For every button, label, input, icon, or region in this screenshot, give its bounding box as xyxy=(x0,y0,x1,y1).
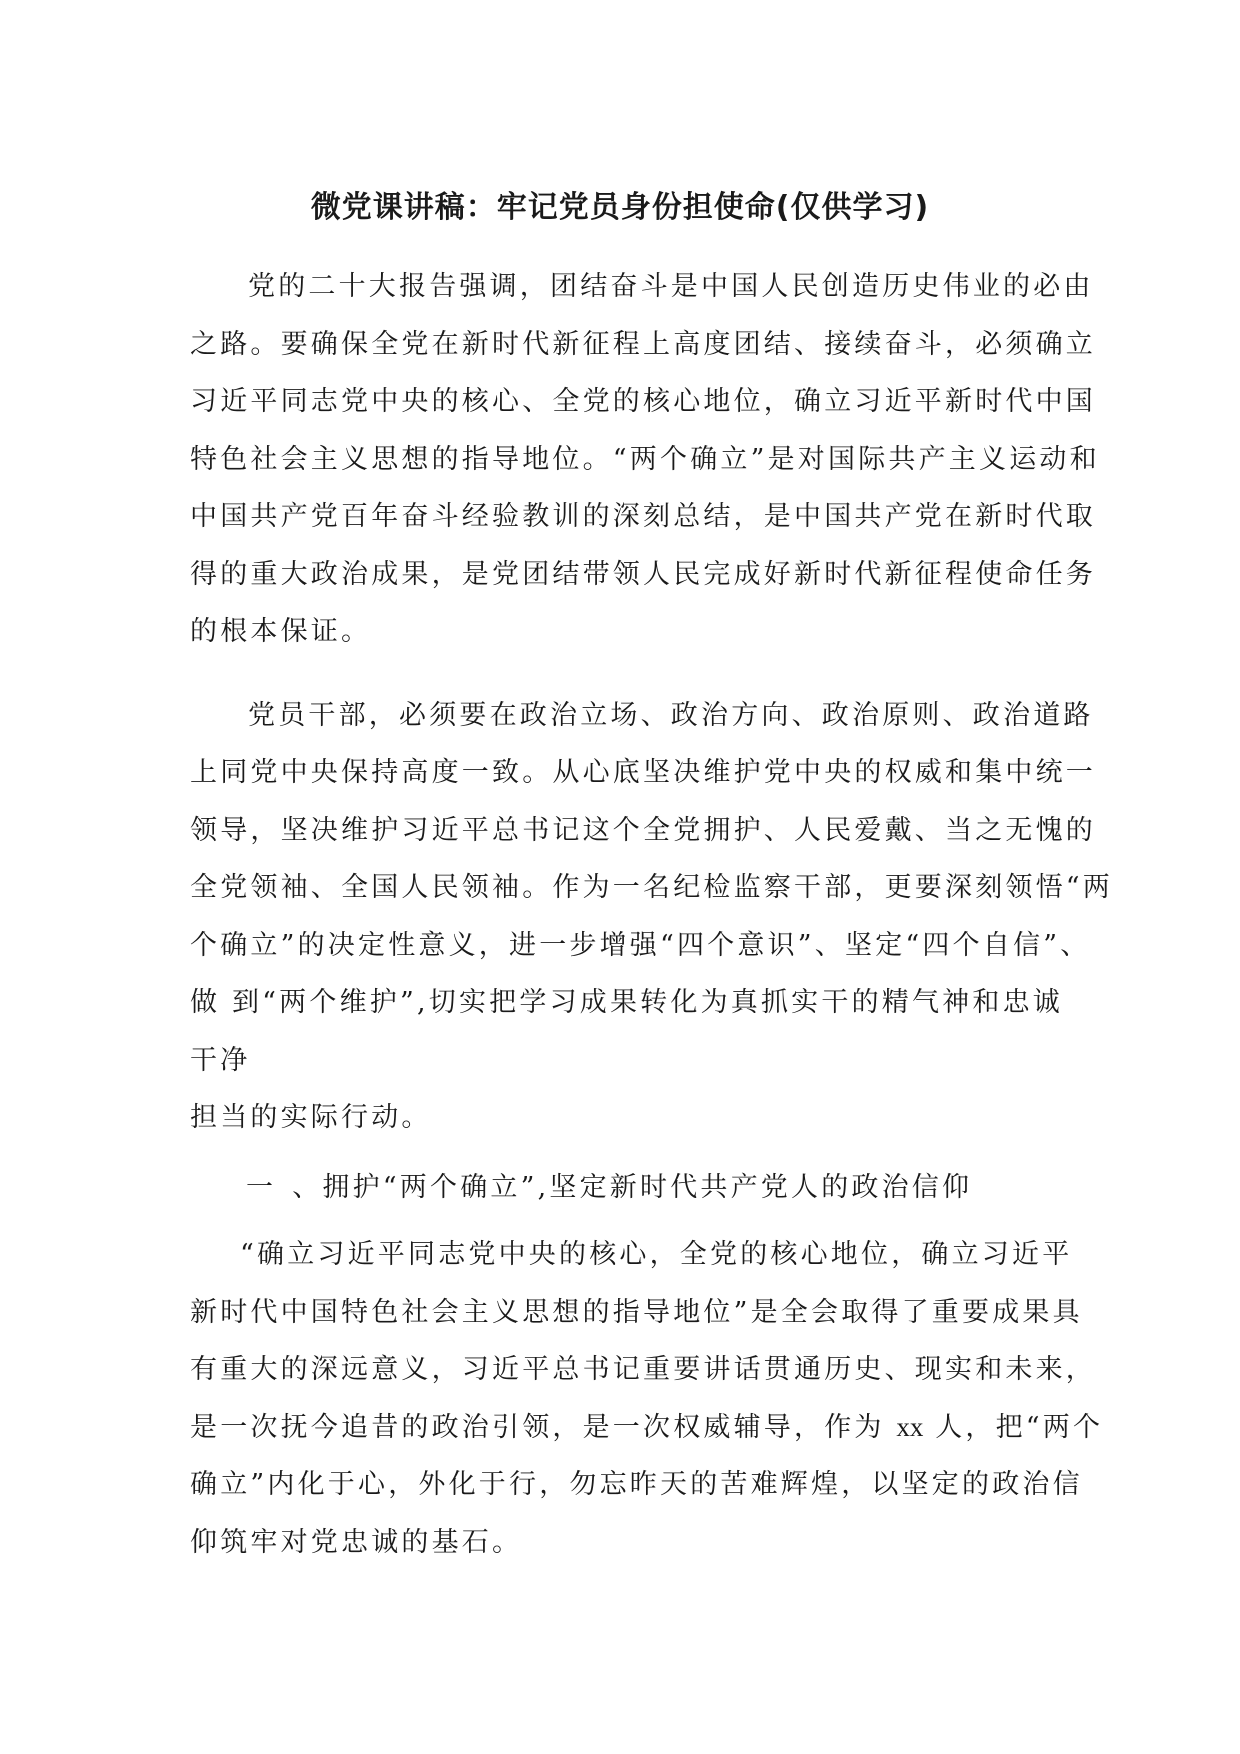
paragraph-3-latin-text: xx xyxy=(896,1411,924,1442)
paragraph-2-line: 上同党中央保持高度一致。从心底坚决维护党中央的权威和集中统一 xyxy=(190,757,1096,788)
paragraph-2-line: 个确立”的决定性意义，进一步增强“四个意识”、坚定“四个自信”、 xyxy=(190,929,1091,961)
paragraph-3 xyxy=(190,1226,1104,1571)
paragraph-2-line: 领导，坚决维护习近平总书记这个全党拥护、人民爱戴、当之无愧的 xyxy=(190,814,1096,846)
paragraph-1-line: 中国共产党百年奋斗经验教训的深刻总结，是中国共产党在新时代取 xyxy=(190,501,1096,532)
section-heading-number: 一 xyxy=(246,1171,277,1203)
paragraph-2-line: 担当的实际行动。 xyxy=(190,1102,432,1133)
paragraph-3-text: 是一次抚今追昔的政治引领，是一次权威辅导，作为 xyxy=(190,1411,885,1443)
paragraph-1-line: 习近平同志党中央的核心、全党的核心地位，确立习近平新时代中国 xyxy=(190,386,1096,417)
document-title: 微党课讲稿：牢记党员身份担使命(仅供学习) xyxy=(310,190,930,225)
paragraph-3-line: 仰筑牢对党忠诚的基石。 xyxy=(190,1526,523,1558)
section-heading-text: 、拥护“两个确立”,坚定新时代共产党人的政治信仰 xyxy=(292,1171,973,1203)
paragraph-1-line: 的根本保证。 xyxy=(190,616,372,647)
paragraph-3-line: 有重大的深远意义，习近平总书记重要讲话贯通历史、现实和未来， xyxy=(190,1354,1096,1385)
paragraph-2-line: 党员干部，必须要在政治立场、政治方向、政治原则、政治道路 xyxy=(248,699,1094,731)
paragraph-2 xyxy=(190,687,1114,1147)
paragraph-3-line: “确立习近平同志党中央的核心，全党的核心地位，确立习近平 xyxy=(240,1239,1073,1270)
paragraph-1-line: 党的二十大报告强调，团结奋斗是中国人民创造历史伟业的必由 xyxy=(248,271,1094,302)
section-heading-1 xyxy=(190,1159,1070,1217)
paragraph-3-line xyxy=(190,1399,1104,1457)
paragraph-3-line: 新时代中国特色社会主义思想的指导地位”是全会取得了重要成果具 xyxy=(190,1296,1083,1328)
paragraph-1-line: 特色社会主义思想的指导地位。“两个确立”是对国际共产主义运动和 xyxy=(190,443,1100,475)
paragraph-3-text: 人，把“两个 xyxy=(935,1411,1104,1443)
document-body xyxy=(190,258,1114,1571)
paragraph-2-line: 干净 xyxy=(190,1044,251,1076)
paragraph-3-line: 确立”内化于心，外化于行，勿忘昨天的苦难辉煌，以坚定的政治信 xyxy=(190,1469,1083,1500)
paragraph-1 xyxy=(190,258,1100,661)
paragraph-1-line: 得的重大政治成果，是党团结带领人民完成好新时代新征程使命任务 xyxy=(190,558,1096,590)
paragraph-1-line: 之路。要确保全党在新时代新征程上高度团结、接续奋斗，必须确立 xyxy=(190,328,1096,360)
paragraph-2-line: 全党领袖、全国人民领袖。作为一名纪检监察干部，更要深刻领悟“两 xyxy=(190,872,1114,903)
paragraph-2-line: 做 到“两个维护”,切实把学习成果转化为真抓实干的精气神和忠诚 xyxy=(190,987,1063,1018)
